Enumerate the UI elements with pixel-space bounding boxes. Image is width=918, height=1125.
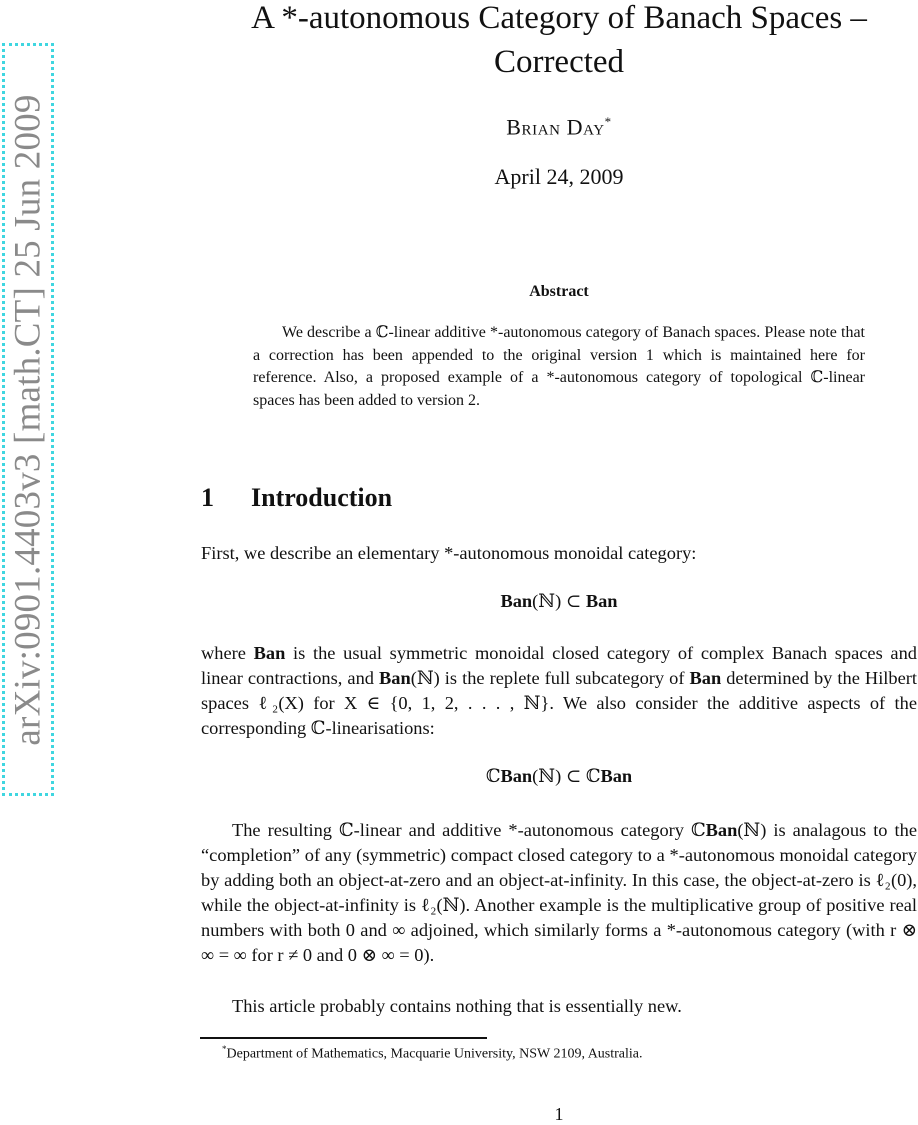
p3-bold-1: Ban bbox=[705, 820, 738, 840]
eq2-lhs: Ban bbox=[500, 766, 533, 786]
eq1-lhs: Ban bbox=[500, 591, 533, 611]
abstract-text: We describe a ℂ-linear additive *-autonomous category of Banach spaces. Please note that a correction has been appended to the original version 1 which is maintained here for reference. Also, a proposed example of a *-autonomous category of topological ℂ-linear spaces has been added to version 2. bbox=[253, 324, 865, 409]
section-title: Introduction bbox=[251, 483, 393, 512]
eq2-rhs-prefix: ℂ bbox=[585, 766, 601, 786]
p2-text-3: (ℕ) is the replete full subcategory of bbox=[410, 668, 690, 688]
footnote bbox=[222, 1044, 643, 1063]
eq2-rhs: Ban bbox=[600, 766, 633, 786]
eq2-lhs-prefix: ℂ bbox=[485, 766, 501, 786]
p2-bold-1: Ban bbox=[253, 643, 286, 663]
footnote-text: Department of Mathematics, Macquarie University, NSW 2109, Australia. bbox=[226, 1046, 643, 1062]
paper-date: April 24, 2009 bbox=[494, 164, 624, 189]
title-line-1: A *-autonomous Category of Banach Spaces – bbox=[251, 0, 867, 36]
title-line-2: Corrected bbox=[493, 44, 625, 80]
eq1-rhs: Ban bbox=[585, 591, 618, 611]
arxiv-stamp: arXiv:0901.4403v3 [math.CT] 25 Jun 2009 bbox=[7, 94, 49, 746]
eq2-lhs-arg: (ℕ) bbox=[532, 766, 562, 786]
paragraph-4: This article probably contains nothing that is essentially new. bbox=[232, 996, 682, 1016]
page-number: 1 bbox=[554, 1104, 564, 1124]
p3-text-2: (ℕ) is analagous to the “completion” of any (symmetric) compact closed category to a *-autonomous monoidal category by adding both an object-at-zero and an object-at-infinity. In this case, the object-at-zero is ℓ₂(0), while the object-at-infinity is ℓ₂(ℕ). Another example is the multiplicative group of positive real numbers with both 0 and ∞ adjoined, which similarly forms a *-autonomous category (with r ⊗ ∞ = ∞ for r ≠ 0 and 0 ⊗ ∞ = 0). bbox=[201, 820, 917, 965]
footnote-rule bbox=[200, 1037, 487, 1039]
paragraph-2 bbox=[201, 641, 917, 741]
abstract-body bbox=[253, 322, 865, 412]
paragraph-1: First, we describe an elementary *-autonomous monoidal category: bbox=[201, 543, 697, 563]
author-footnote-mark: * bbox=[604, 114, 612, 129]
footnote-mark: * bbox=[222, 1044, 227, 1054]
eq1-lhs-arg: (ℕ) bbox=[532, 591, 562, 611]
p2-bold-3: Ban bbox=[689, 668, 722, 688]
p2-bold-2: Ban bbox=[379, 668, 411, 688]
p2-text-4: determined by the Hilbert spaces ℓ₂(X) for X ∈ {0, 1, 2, . . . , ℕ}. We also consider the additive aspects of the corresponding ℂ-linearisations: bbox=[201, 668, 917, 738]
paragraph-3 bbox=[201, 818, 917, 968]
eq2-relation: ⊂ bbox=[561, 766, 586, 786]
author bbox=[200, 114, 918, 140]
author-name: Brian Day bbox=[506, 114, 605, 140]
display-equation-1 bbox=[200, 591, 918, 612]
abstract-heading: Abstract bbox=[529, 283, 589, 300]
p2-text-2: is the usual symmetric monoidal closed category of complex Banach spaces and linear contractions, and bbox=[201, 643, 917, 688]
eq1-relation: ⊂ bbox=[561, 591, 586, 611]
paper-title bbox=[200, 0, 918, 84]
section-number: 1 bbox=[201, 483, 214, 512]
section-heading bbox=[201, 483, 392, 513]
display-equation-2 bbox=[200, 766, 918, 787]
p3-text-1: The resulting ℂ-linear and additive *-autonomous category ℂ bbox=[232, 820, 706, 840]
p2-text-1: where bbox=[201, 643, 254, 663]
